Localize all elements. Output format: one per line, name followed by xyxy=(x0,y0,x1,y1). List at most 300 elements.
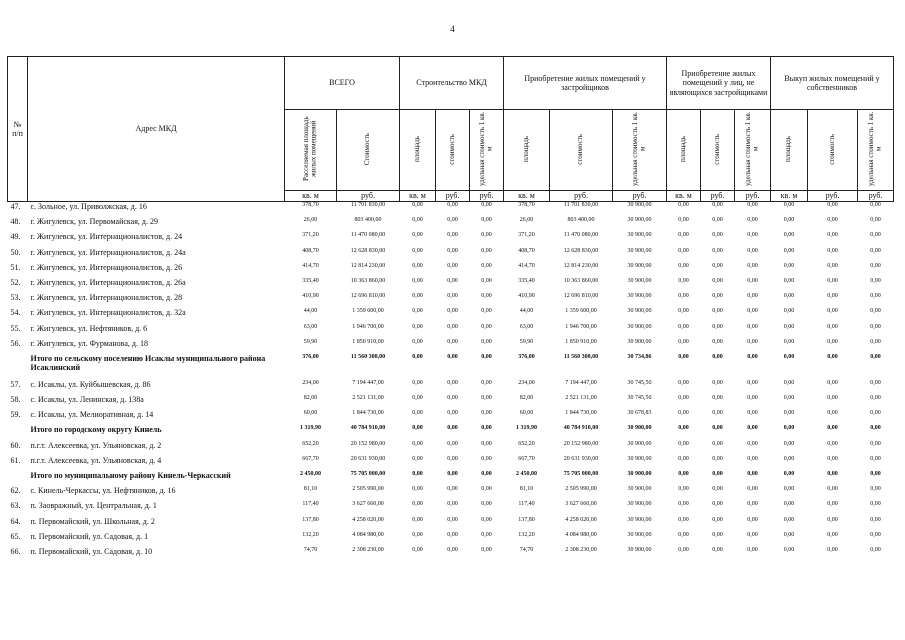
value-cell: 30 900,00 xyxy=(627,293,652,300)
unit-label: кв. м xyxy=(504,191,550,202)
value-cell: 0,00 xyxy=(678,531,689,538)
table-row xyxy=(8,232,894,247)
subheader xyxy=(667,110,701,191)
value-cell: 0,00 xyxy=(447,425,458,432)
value-cell: 0,00 xyxy=(747,277,758,284)
value-cell: 0,00 xyxy=(827,262,838,269)
value-cell: 0,00 xyxy=(678,516,689,523)
value-cell: 0,00 xyxy=(481,516,492,523)
value-cell: 0,00 xyxy=(712,247,723,254)
header-number-label: № п/п xyxy=(12,119,23,138)
value-cell: 0,00 xyxy=(783,308,795,315)
row-number: 47. xyxy=(10,202,21,211)
value-cell: 0,00 xyxy=(783,338,795,345)
address-cell: г. Жигулевск, ул. Фурманова, д. 18 xyxy=(30,338,148,348)
subheader xyxy=(436,110,470,191)
value-cell: 20 631 930,00 xyxy=(350,455,386,462)
value-cell: 0,00 xyxy=(412,395,423,402)
value-cell: 0,00 xyxy=(747,395,758,402)
subheader-label: удельная стоимость 1 кв. м xyxy=(867,111,883,187)
value-cell: 12 814 230,00 xyxy=(563,262,599,269)
value-cell: 26,00 xyxy=(519,217,534,224)
value-cell: 376,00 xyxy=(518,353,535,360)
value-cell: 0,00 xyxy=(412,338,423,345)
value-cell: 30 900,00 xyxy=(627,546,652,553)
subheader-label: удельная стоимость 1 кв. м xyxy=(478,111,494,187)
value-cell: 11 560 308,00 xyxy=(350,353,386,360)
value-cell: 30 900,00 xyxy=(627,516,652,523)
value-cell: 30 900,00 xyxy=(627,202,652,208)
value-cell: 30 900,00 xyxy=(627,455,652,462)
value-cell: 74,70 xyxy=(519,546,534,553)
value-cell: 0,00 xyxy=(747,531,758,538)
value-cell: 0,00 xyxy=(712,410,723,417)
row-number: 62. xyxy=(10,486,21,496)
value-cell: 0,00 xyxy=(712,379,723,386)
value-cell: 0,00 xyxy=(412,277,423,284)
address-cell: п. Первомайский, ул. Школьная, д. 2 xyxy=(30,516,155,526)
table-row xyxy=(8,532,894,547)
value-cell: 137,80 xyxy=(518,516,535,523)
value-cell: 0,00 xyxy=(747,486,758,493)
value-cell: 0,00 xyxy=(447,323,458,330)
value-cell: 0,00 xyxy=(447,531,458,538)
value-cell: 30 900,00 xyxy=(627,440,652,447)
value-cell: 0,00 xyxy=(678,353,689,360)
value-cell: 117,40 xyxy=(302,501,319,508)
value-cell: 0,00 xyxy=(783,410,795,417)
value-cell: 0,00 xyxy=(447,379,458,386)
value-cell: 0,00 xyxy=(747,262,758,269)
address-cell: с. Исаклы, ул. Ленинская, д. 138а xyxy=(30,395,144,405)
value-cell: 0,00 xyxy=(481,232,492,239)
value-cell: 0,00 xyxy=(412,455,423,462)
value-cell: 0,00 xyxy=(870,395,881,402)
value-cell: 1 850 910,00 xyxy=(352,338,384,345)
value-cell: 0,00 xyxy=(783,395,795,402)
table-row xyxy=(8,278,894,293)
unit-label: кв. м xyxy=(285,191,337,202)
value-cell: 0,00 xyxy=(783,323,795,330)
value-cell: 378,70 xyxy=(302,202,319,208)
table-row xyxy=(8,410,894,425)
value-cell: 30 900,00 xyxy=(627,277,652,284)
value-cell: 0,00 xyxy=(712,217,723,224)
value-cell: 0,00 xyxy=(481,247,492,254)
value-cell: 0,00 xyxy=(747,410,758,417)
value-cell: 803 400,00 xyxy=(567,217,595,224)
row-number: 65. xyxy=(10,531,21,541)
subheader xyxy=(285,110,337,191)
value-cell: 0,00 xyxy=(678,455,689,462)
value-cell: 0,00 xyxy=(827,501,838,508)
header-group-nondeveloper-purchase: Приобретение жилых помещений у лиц, не являющихся застройщиками xyxy=(667,57,771,110)
unit-label: кв. м xyxy=(400,191,436,202)
value-cell: 11 560 308,00 xyxy=(563,353,599,360)
value-cell: 410,90 xyxy=(302,293,319,300)
value-cell: 0,00 xyxy=(678,202,689,208)
value-cell: 408,70 xyxy=(302,247,319,254)
table-row xyxy=(8,248,894,263)
value-cell: 40 784 910,00 xyxy=(563,425,599,432)
table-row xyxy=(8,380,894,395)
subheader-label: Стоимость xyxy=(363,132,372,166)
subtotal-row xyxy=(8,471,894,486)
value-cell: 667,70 xyxy=(518,455,535,462)
row-number: 63. xyxy=(10,501,21,511)
value-cell: 0,00 xyxy=(747,217,758,224)
value-cell: 0,00 xyxy=(783,440,795,447)
row-number: 64. xyxy=(10,516,21,526)
value-cell: 335,40 xyxy=(518,277,535,284)
value-cell: 803 400,00 xyxy=(354,217,382,224)
subheader xyxy=(771,110,808,191)
value-cell: 1 359 600,00 xyxy=(565,308,597,315)
table-row xyxy=(8,486,894,501)
value-cell: 4 084 980,00 xyxy=(352,531,384,538)
value-cell: 0,00 xyxy=(412,410,423,417)
value-cell: 30 900,00 xyxy=(627,247,652,254)
value-cell: 2 450,00 xyxy=(516,471,538,477)
value-cell: 0,00 xyxy=(827,293,838,300)
value-cell: 0,00 xyxy=(481,379,492,386)
value-cell: 0,00 xyxy=(747,455,758,462)
value-cell: 0,00 xyxy=(481,486,492,493)
value-cell: 234,00 xyxy=(518,379,535,386)
value-cell: 0,00 xyxy=(447,232,458,239)
value-cell: 132,20 xyxy=(518,531,535,538)
value-cell: 0,00 xyxy=(747,247,758,254)
value-cell: 30 900,00 xyxy=(627,501,652,508)
address-cell: г. Жигулевск, ул. Интернационалистов, д. 24а xyxy=(30,247,186,257)
value-cell: 0,00 xyxy=(783,501,795,508)
value-cell: 0,00 xyxy=(870,202,881,208)
value-cell: 0,00 xyxy=(712,353,723,360)
value-cell: 0,00 xyxy=(827,425,838,432)
value-cell: 0,00 xyxy=(870,247,881,254)
value-cell: 0,00 xyxy=(712,516,723,523)
value-cell: 371,20 xyxy=(518,232,535,239)
subheader xyxy=(735,110,771,191)
table-row xyxy=(8,456,894,471)
value-cell: 0,00 xyxy=(678,308,689,315)
value-cell: 4 258 020,00 xyxy=(565,516,597,523)
value-cell: 81,10 xyxy=(303,486,318,493)
row-number: 50. xyxy=(10,247,21,257)
value-cell: 44,00 xyxy=(519,308,534,315)
value-cell: 0,00 xyxy=(678,262,689,269)
value-cell: 0,00 xyxy=(747,501,758,508)
header-group-construction: Строительство МКД xyxy=(400,57,504,110)
header-group-buyout: Выкуп жилых помещений у собственников xyxy=(771,57,894,110)
table-row xyxy=(8,293,894,308)
unit-label: кв. м xyxy=(667,191,701,202)
value-cell: 0,00 xyxy=(447,262,458,269)
page-number: 4 xyxy=(450,24,455,34)
value-cell: 0,00 xyxy=(870,293,881,300)
table-row xyxy=(8,547,894,562)
unit-label: руб. xyxy=(470,191,504,202)
value-cell: 0,00 xyxy=(747,425,758,432)
value-cell: 11 470 080,00 xyxy=(350,232,386,239)
subheader xyxy=(701,110,735,191)
value-cell: 0,00 xyxy=(412,247,423,254)
value-cell: 0,00 xyxy=(827,440,838,447)
unit-label: руб. xyxy=(858,191,894,202)
address-cell: г. Жигулевск, ул. Первомайская, д. 29 xyxy=(30,217,158,227)
value-cell: 30 900,00 xyxy=(627,471,652,477)
subheader xyxy=(550,110,613,191)
header-address: Адрес МКД xyxy=(28,57,285,202)
value-cell: 12 628 830,00 xyxy=(350,247,386,254)
value-cell: 0,00 xyxy=(783,546,795,553)
value-cell: 0,00 xyxy=(481,501,492,508)
value-cell: 59,90 xyxy=(303,338,318,345)
address-cell: г. Жигулевск, ул. Нефтяников, д. 6 xyxy=(30,323,148,333)
value-cell: 0,00 xyxy=(870,353,881,360)
value-cell: 0,00 xyxy=(678,379,689,386)
value-cell: 0,00 xyxy=(712,440,723,447)
value-cell: 3 627 660,00 xyxy=(565,501,597,508)
value-cell: 0,00 xyxy=(412,486,423,493)
unit-label: руб. xyxy=(613,191,667,202)
value-cell: 0,00 xyxy=(712,501,723,508)
subheader-label: площадь xyxy=(784,135,793,162)
value-cell: 0,00 xyxy=(481,323,492,330)
value-cell: 30 900,00 xyxy=(627,486,652,493)
unit-label: руб. xyxy=(436,191,470,202)
value-cell: 0,00 xyxy=(447,440,458,447)
value-cell: 414,70 xyxy=(518,262,535,269)
subheader-label: площадь xyxy=(678,135,687,162)
value-cell: 0,00 xyxy=(870,277,881,284)
value-cell: 0,00 xyxy=(747,471,758,477)
value-cell: 0,00 xyxy=(870,262,881,269)
value-cell: 0,00 xyxy=(783,293,795,300)
value-cell: 0,00 xyxy=(783,353,795,360)
subheader xyxy=(613,110,667,191)
value-cell: 20 152 980,00 xyxy=(563,440,599,447)
value-cell: 0,00 xyxy=(678,486,689,493)
unit-label: руб. xyxy=(550,191,613,202)
value-cell: 0,00 xyxy=(870,531,881,538)
subheader xyxy=(504,110,550,191)
value-cell: 1 946 700,00 xyxy=(352,323,384,330)
value-cell: 0,00 xyxy=(747,516,758,523)
value-cell: 63,00 xyxy=(519,323,534,330)
value-cell: 0,00 xyxy=(870,410,881,417)
value-cell: 410,90 xyxy=(518,293,535,300)
unit-label: кв. м xyxy=(771,191,808,202)
value-cell: 0,00 xyxy=(783,247,795,254)
table-row xyxy=(8,441,894,456)
table-row xyxy=(8,395,894,410)
value-cell: 0,00 xyxy=(870,338,881,345)
value-cell: 0,00 xyxy=(678,277,689,284)
subtotal-label: Итого по городскому округу Кинель xyxy=(30,425,162,435)
value-cell: 0,00 xyxy=(412,202,423,208)
table-header xyxy=(8,57,894,202)
value-cell: 0,00 xyxy=(412,232,423,239)
value-cell: 0,00 xyxy=(481,308,492,315)
value-cell: 1 850 910,00 xyxy=(565,338,597,345)
value-cell: 4 258 020,00 xyxy=(352,516,384,523)
value-cell: 0,00 xyxy=(827,277,838,284)
value-cell: 60,00 xyxy=(303,410,318,417)
value-cell: 117,40 xyxy=(518,501,535,508)
value-cell: 0,00 xyxy=(870,217,881,224)
value-cell: 0,00 xyxy=(870,486,881,493)
address-cell: с. Исаклы, ул. Мелиоративная, д. 14 xyxy=(30,410,154,420)
value-cell: 0,00 xyxy=(412,217,423,224)
subheader xyxy=(400,110,436,191)
value-cell: 0,00 xyxy=(447,308,458,315)
value-cell: 0,00 xyxy=(827,379,838,386)
value-cell: 0,00 xyxy=(827,455,838,462)
header-number xyxy=(8,57,28,202)
value-cell: 63,00 xyxy=(303,323,318,330)
value-cell: 0,00 xyxy=(870,455,881,462)
value-cell: 137,80 xyxy=(302,516,319,523)
address-cell: п. Первомайский, ул. Садовая, д. 1 xyxy=(30,531,149,541)
subtotal-label: Итого по сельскому поселению Исаклы муниципального района Исаклинский xyxy=(30,353,266,373)
value-cell: 0,00 xyxy=(678,425,689,432)
subheader xyxy=(337,110,400,191)
address-cell: п. Первомайский, ул. Садовая, д. 10 xyxy=(30,546,153,556)
value-cell: 0,00 xyxy=(827,486,838,493)
value-cell: 30 900,00 xyxy=(627,531,652,538)
value-cell: 30 900,00 xyxy=(627,338,652,345)
value-cell: 10 363 860,00 xyxy=(350,277,386,284)
table-row xyxy=(8,263,894,278)
subheader-label: стоимость xyxy=(712,133,721,165)
value-cell: 0,00 xyxy=(870,308,881,315)
value-cell: 0,00 xyxy=(747,293,758,300)
value-cell: 75 705 000,00 xyxy=(350,471,386,477)
table-row xyxy=(8,324,894,339)
row-number: 59. xyxy=(10,410,21,420)
value-cell: 0,00 xyxy=(678,217,689,224)
value-cell: 0,00 xyxy=(870,516,881,523)
row-number: 60. xyxy=(10,440,21,450)
value-cell: 0,00 xyxy=(481,546,492,553)
value-cell: 3 627 660,00 xyxy=(352,501,384,508)
value-cell: 12 628 830,00 xyxy=(563,247,599,254)
row-number: 52. xyxy=(10,277,21,287)
value-cell: 0,00 xyxy=(481,440,492,447)
value-cell: 0,00 xyxy=(783,379,795,386)
value-cell: 0,00 xyxy=(827,471,838,477)
value-cell: 82,00 xyxy=(303,395,318,402)
value-cell: 0,00 xyxy=(870,546,881,553)
value-cell: 10 363 860,00 xyxy=(563,277,599,284)
table-row xyxy=(8,202,894,218)
row-number: 55. xyxy=(10,323,21,333)
value-cell: 1 359 600,00 xyxy=(352,308,384,315)
housing-relocation-table xyxy=(7,56,894,562)
value-cell: 7 194 447,00 xyxy=(565,379,597,386)
value-cell: 0,00 xyxy=(870,440,881,447)
value-cell: 0,00 xyxy=(447,293,458,300)
value-cell: 30 900,00 xyxy=(627,262,652,269)
value-cell: 132,20 xyxy=(302,531,319,538)
value-cell: 30 678,83 xyxy=(627,410,652,417)
value-cell: 0,00 xyxy=(481,531,492,538)
value-cell: 0,00 xyxy=(678,338,689,345)
subheader-label: удельная стоимость 1 кв. м xyxy=(744,111,760,187)
value-cell: 30 900,00 xyxy=(627,232,652,239)
header-group-total: ВСЕГО xyxy=(285,57,400,110)
value-cell: 0,00 xyxy=(447,202,458,208)
value-cell: 0,00 xyxy=(870,501,881,508)
value-cell: 0,00 xyxy=(481,395,492,402)
value-cell: 20 631 930,00 xyxy=(563,455,599,462)
subtotal-label: Итого по муниципальному району Кинель-Черкасский xyxy=(30,471,231,480)
row-number: 56. xyxy=(10,338,21,348)
value-cell: 0,00 xyxy=(412,546,423,553)
value-cell: 0,00 xyxy=(678,323,689,330)
value-cell: 0,00 xyxy=(447,395,458,402)
unit-label: руб. xyxy=(337,191,400,202)
value-cell: 0,00 xyxy=(712,293,723,300)
value-cell: 2 521 131,00 xyxy=(352,395,384,402)
value-cell: 0,00 xyxy=(747,323,758,330)
value-cell: 2 521 131,00 xyxy=(565,395,597,402)
value-cell: 0,00 xyxy=(783,486,795,493)
value-cell: 30 900,00 xyxy=(627,308,652,315)
value-cell: 0,00 xyxy=(412,308,423,315)
value-cell: 0,00 xyxy=(712,425,723,432)
value-cell: 0,00 xyxy=(870,379,881,386)
value-cell: 60,00 xyxy=(519,410,534,417)
table-body xyxy=(8,202,894,563)
address-cell: с. Зольное, ул. Приволжская, д. 16 xyxy=(30,202,147,211)
address-cell: п. Заовражный, ул. Центральная, д. 1 xyxy=(30,501,157,511)
value-cell: 0,00 xyxy=(412,262,423,269)
value-cell: 0,00 xyxy=(447,471,458,477)
value-cell: 0,00 xyxy=(447,546,458,553)
value-cell: 0,00 xyxy=(783,262,795,269)
value-cell: 0,00 xyxy=(412,293,423,300)
address-cell: г. Жигулевск, ул. Интернационалистов, д. 32а xyxy=(30,308,186,318)
value-cell: 0,00 xyxy=(712,202,723,208)
row-number: 66. xyxy=(10,546,21,556)
value-cell: 0,00 xyxy=(678,471,689,477)
address-cell: п.г.т. Алексеевка, ул. Ульяновская, д. 4 xyxy=(30,455,162,465)
value-cell: 2 308 230,00 xyxy=(565,546,597,553)
value-cell: 0,00 xyxy=(481,338,492,345)
value-cell: 0,00 xyxy=(712,323,723,330)
value-cell: 0,00 xyxy=(712,546,723,553)
row-number: 57. xyxy=(10,379,21,389)
row-number: 51. xyxy=(10,262,21,272)
value-cell: 0,00 xyxy=(481,425,492,432)
value-cell: 0,00 xyxy=(827,217,838,224)
value-cell: 0,00 xyxy=(481,410,492,417)
value-cell: 0,00 xyxy=(447,455,458,462)
value-cell: 234,00 xyxy=(302,379,319,386)
value-cell: 0,00 xyxy=(827,232,838,239)
value-cell: 30 745,50 xyxy=(627,379,652,386)
value-cell: 0,00 xyxy=(447,247,458,254)
value-cell: 0,00 xyxy=(783,202,795,208)
value-cell: 0,00 xyxy=(678,395,689,402)
value-cell: 0,00 xyxy=(481,293,492,300)
table-row xyxy=(8,308,894,323)
value-cell: 652,20 xyxy=(518,440,535,447)
value-cell: 0,00 xyxy=(783,277,795,284)
value-cell: 12 814 230,00 xyxy=(350,262,386,269)
